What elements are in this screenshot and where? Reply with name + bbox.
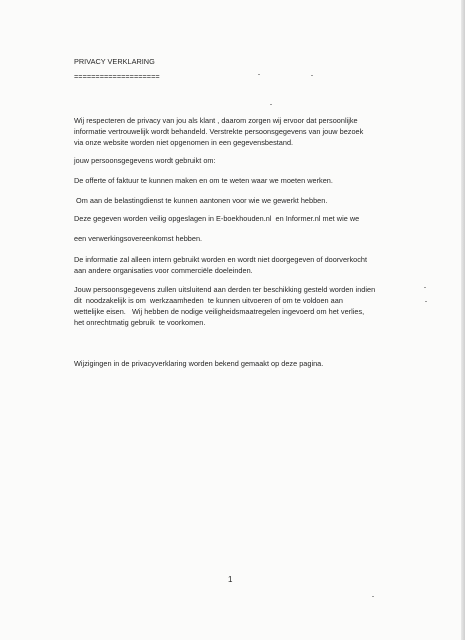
page-number: 1	[228, 575, 233, 584]
text-line: wettelijke eisen. Wij hebben de nodige veiligheidsmaatregelen ingevoerd om het verlies,	[74, 307, 365, 316]
text-line: De offerte of faktuur te kunnen maken en om te weten waar we moeten werken.	[74, 176, 333, 185]
document-title: PRIVACY VERKLARING	[74, 57, 155, 66]
text-line: jouw persoonsgegevens wordt gebruikt om:	[74, 156, 216, 165]
text-line: Deze gegeven worden veilig opgeslagen in E-boekhouden.nl en Informer.nl met wie we	[74, 214, 360, 223]
text-line: De informatie zal alleen intern gebruikt worden en wordt niet doorgegeven of doorverkocht	[74, 255, 368, 264]
scan-edge-shadow	[461, 0, 465, 640]
text-line: via onze website worden niet opgenomen in een gegevensbestand.	[74, 138, 294, 147]
text-line: Wijzigingen in de privacyverklaring worden bekend gemaakt op deze pagina.	[74, 359, 324, 368]
text-line: aan andere organisaties voor commerciële doeleinden.	[74, 266, 253, 275]
text-line: het onrechtmatig gebruik te voorkomen.	[74, 318, 206, 327]
text-line: dit noodzakelijk is om werkzaamheden te kunnen uitvoeren of om te voldoen aan	[74, 296, 343, 305]
scan-speck	[372, 596, 374, 597]
text-line: een verwerkingsovereenkomst hebben.	[74, 234, 203, 243]
scan-speck	[424, 287, 426, 288]
scan-speck	[311, 75, 313, 76]
text-line: Jouw persoonsgegevens zullen uitsluitend aan derden ter beschikking gesteld worden indien	[74, 285, 376, 294]
scan-speck	[270, 104, 272, 105]
text-line: Wij respecteren de privacy van jou als klant , daarom zorgen wij ervoor dat persoonlijke	[74, 116, 358, 125]
scan-speck	[425, 301, 427, 302]
text-line: informatie vertrouwelijk wordt behandeld. Verstrekte persoonsgegevens van jouw bezoek	[74, 127, 364, 136]
scan-speck	[258, 74, 260, 75]
text-line: Om aan de belastingdienst te kunnen aantonen voor wie we gewerkt hebben.	[74, 196, 328, 205]
title-underline: ====================	[74, 72, 160, 81]
